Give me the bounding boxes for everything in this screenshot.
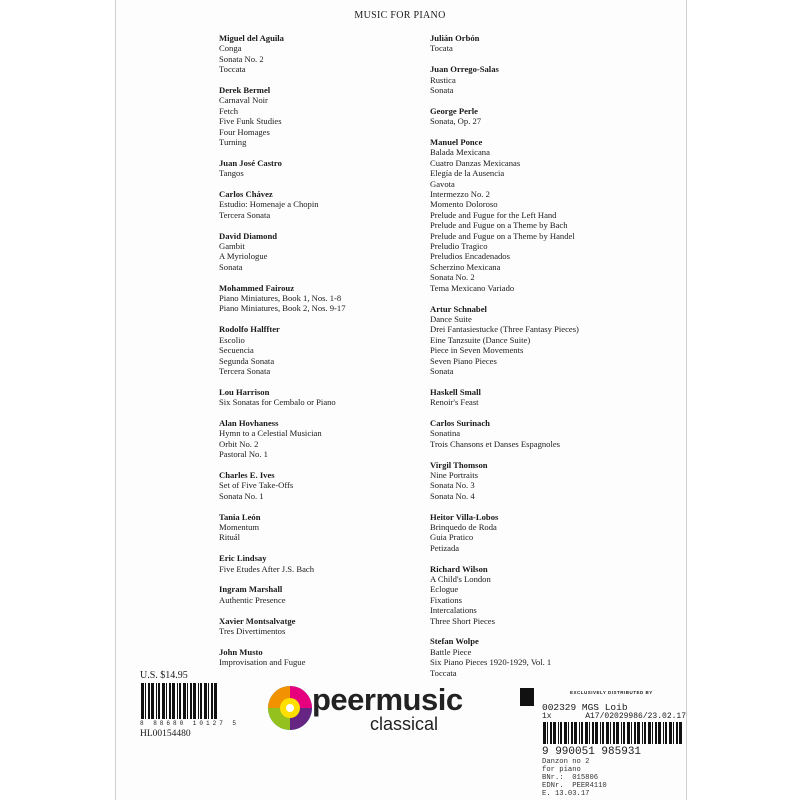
barcode-bar bbox=[610, 722, 611, 744]
work-title: Dance Suite bbox=[430, 313, 472, 324]
barcode-bar bbox=[145, 683, 146, 719]
upc-barcode bbox=[140, 683, 220, 719]
barcode-bar bbox=[616, 722, 619, 744]
composer-name: Ingram Marshall bbox=[219, 584, 283, 595]
barcode-bar bbox=[564, 722, 567, 744]
composer-entry bbox=[430, 64, 700, 95]
composer-entry bbox=[430, 387, 700, 408]
work-title: Rustica bbox=[430, 74, 456, 85]
work-title: Scherzino Mexicana bbox=[430, 261, 501, 272]
distributor-mark-icon bbox=[520, 688, 534, 706]
work-title: Hymn to a Celestial Musician bbox=[219, 428, 322, 439]
composer-entry bbox=[219, 85, 419, 147]
work-title: Piano Miniatures, Book 2, Nos. 9-17 bbox=[219, 303, 346, 314]
composer-name: Artur Schnabel bbox=[430, 303, 487, 314]
work-title: Toccata bbox=[430, 667, 457, 678]
price-label: U.S. $14.95 bbox=[140, 670, 188, 681]
composer-entry bbox=[219, 584, 419, 605]
barcode-bar bbox=[543, 722, 546, 744]
barcode-bar bbox=[673, 722, 674, 744]
work-title: Conga bbox=[219, 43, 242, 54]
barcode-bar bbox=[663, 722, 664, 744]
barcode-bar bbox=[642, 722, 643, 744]
work-title: Renoir's Feast bbox=[430, 397, 479, 408]
barcode-bar bbox=[600, 722, 601, 744]
barcode-bar bbox=[162, 683, 165, 719]
composer-entry bbox=[430, 418, 700, 449]
work-title: Piano Miniatures, Book 1, Nos. 1-8 bbox=[219, 293, 342, 304]
work-title: Seven Piano Pieces bbox=[430, 355, 497, 366]
barcode-bar bbox=[637, 722, 640, 744]
barcode-bar bbox=[589, 722, 590, 744]
work-title: Momentum bbox=[219, 521, 260, 532]
barcode-bar bbox=[579, 722, 580, 744]
work-title: A Myriologue bbox=[219, 251, 268, 262]
sticker-detail: EDNr. PEER4110 bbox=[542, 782, 607, 790]
composer-name: Juan Orrego-Salas bbox=[430, 64, 499, 75]
work-title: Fixations bbox=[430, 594, 462, 605]
sticker-detail: E. 13.03.17 bbox=[542, 790, 590, 798]
barcode-bar bbox=[177, 683, 178, 719]
barcode-bar bbox=[648, 722, 651, 744]
composer-name: Manuel Ponce bbox=[430, 137, 483, 148]
composer-entry bbox=[430, 304, 700, 377]
barcode-bar bbox=[602, 722, 604, 744]
barcode-bar bbox=[621, 722, 622, 744]
composer-name: Eric Lindsay bbox=[219, 553, 267, 564]
composer-entry bbox=[430, 636, 700, 678]
work-title: Five Etudes After J.S. Bach bbox=[219, 563, 314, 574]
composer-entry bbox=[219, 647, 419, 668]
barcode-bar bbox=[560, 722, 562, 744]
work-title: Sonata, Op. 27 bbox=[430, 116, 482, 127]
composer-name: Carlos Chávez bbox=[219, 189, 273, 200]
composer-name: David Diamond bbox=[219, 230, 278, 241]
barcode-bar bbox=[179, 683, 181, 719]
barcode-bar bbox=[553, 722, 556, 744]
work-title: Brinquedo de Roda bbox=[430, 521, 497, 532]
work-title: Four Homages bbox=[219, 126, 270, 137]
barcode-bar bbox=[634, 722, 636, 744]
composer-entry bbox=[219, 158, 419, 179]
work-title: Gavota bbox=[430, 178, 455, 189]
ean-digits: 9 990051 985931 bbox=[542, 746, 642, 758]
composer-entry bbox=[430, 564, 700, 626]
work-title: Petizada bbox=[430, 542, 460, 553]
composer-name: Heitor Villa-Lobos bbox=[430, 511, 499, 522]
distributor-label: EXCLUSIVELY DISTRIBUTED BY bbox=[570, 690, 653, 695]
peermusic-swirl-icon bbox=[266, 678, 316, 738]
barcode-bar bbox=[669, 722, 672, 744]
work-title: Prelude and Fugue on a Theme by Handel bbox=[430, 230, 575, 241]
barcode-bar bbox=[204, 683, 207, 719]
work-title: Set of Five Take-Offs bbox=[219, 480, 294, 491]
barcode-bar bbox=[595, 722, 598, 744]
sticker-order-line: 1x A17/02029986/23.02.17 bbox=[542, 712, 687, 721]
barcode-bar bbox=[214, 683, 217, 719]
upc-digits: 8 88680 10127 5 bbox=[140, 720, 240, 727]
barcode-bar bbox=[658, 722, 661, 744]
barcode-bar bbox=[547, 722, 548, 744]
composer-name: Xavier Montsalvatge bbox=[219, 615, 296, 626]
composer-entry bbox=[219, 616, 419, 637]
barcode-bar bbox=[193, 683, 196, 719]
logo-wordmark: peermusic bbox=[312, 682, 463, 717]
composer-entry bbox=[219, 283, 419, 314]
barcode-bar bbox=[581, 722, 583, 744]
barcode-bar bbox=[198, 683, 199, 719]
work-title: Sonata No. 2 bbox=[219, 53, 264, 64]
composer-name: Carlos Surinach bbox=[430, 417, 490, 428]
work-title: Intercalations bbox=[430, 605, 477, 616]
composer-name: Lou Harrison bbox=[219, 386, 270, 397]
peermusic-logo bbox=[266, 676, 486, 740]
barcode-bar bbox=[208, 683, 209, 719]
work-title: Sonata bbox=[430, 365, 454, 376]
work-title: Tercera Sonata bbox=[219, 365, 271, 376]
work-title: Pastoral No. 1 bbox=[219, 449, 268, 460]
ean-barcode bbox=[542, 722, 682, 744]
composer-entry bbox=[430, 106, 700, 127]
barcode-bar bbox=[169, 683, 171, 719]
work-title: Fetch bbox=[219, 105, 239, 116]
barcode-bar bbox=[623, 722, 625, 744]
work-title: Elegía de la Ausencia bbox=[430, 168, 505, 179]
sticker-detail: Danzon no 2 bbox=[542, 758, 590, 766]
work-title: Sonata bbox=[430, 85, 454, 96]
work-title: Three Short Pieces bbox=[430, 615, 495, 626]
work-title: Momento Doloroso bbox=[430, 199, 498, 210]
work-title: Preludio Tragico bbox=[430, 241, 488, 252]
barcode-bar bbox=[141, 683, 144, 719]
barcode-bar bbox=[148, 683, 150, 719]
composer-name: Alan Hovhaness bbox=[219, 417, 279, 428]
composer-name: Charles E. Ives bbox=[219, 469, 275, 480]
barcode-bar bbox=[571, 722, 573, 744]
work-title: Prelude and Fugue for the Left Hand bbox=[430, 209, 557, 220]
work-title: Tercera Sonata bbox=[219, 209, 271, 220]
composer-name: Stefan Wolpe bbox=[430, 636, 479, 647]
composer-entry bbox=[219, 324, 419, 376]
barcode-bar bbox=[665, 722, 667, 744]
barcode-bar bbox=[183, 683, 186, 719]
composer-name: Miguel del Aguila bbox=[219, 33, 284, 43]
composer-name: Richard Wilson bbox=[430, 563, 488, 574]
work-title: Guia Pratico bbox=[430, 532, 474, 543]
composer-name: Haskell Small bbox=[430, 386, 481, 397]
barcode-bar bbox=[211, 683, 213, 719]
composer-entry bbox=[430, 512, 700, 554]
composer-name: Tania León bbox=[219, 511, 261, 522]
right-composer-column bbox=[430, 33, 700, 688]
composer-name: Mohammed Fairouz bbox=[219, 282, 295, 293]
barcode-bar bbox=[187, 683, 188, 719]
composer-entry bbox=[219, 512, 419, 543]
barcode-bar bbox=[631, 722, 632, 744]
barcode-bar bbox=[592, 722, 594, 744]
composer-entry bbox=[219, 470, 419, 501]
work-title: Sonata No. 1 bbox=[219, 490, 264, 501]
work-title: Tema Mexicano Variado bbox=[430, 282, 515, 293]
work-title: Estudio: Homenaje a Chopin bbox=[219, 199, 319, 210]
work-title: Tres Divertimentos bbox=[219, 625, 286, 636]
barcode-bar bbox=[644, 722, 646, 744]
composer-entry bbox=[219, 418, 419, 460]
composer-entry bbox=[430, 460, 700, 502]
composer-name: Rodolfo Halffter bbox=[219, 324, 280, 335]
barcode-bar bbox=[172, 683, 175, 719]
composer-entry bbox=[219, 189, 419, 220]
price-barcode-block bbox=[140, 670, 239, 739]
work-title: Improvisation and Fugue bbox=[219, 657, 306, 668]
barcode-bar bbox=[613, 722, 615, 744]
composer-name: George Perle bbox=[430, 105, 478, 116]
work-title: Sonata bbox=[219, 261, 243, 272]
barcode-bar bbox=[574, 722, 577, 744]
work-title: Sonata No. 3 bbox=[430, 480, 475, 491]
work-title: Authentic Presence bbox=[219, 594, 286, 605]
work-title: Eclogue bbox=[430, 584, 459, 595]
composer-entry bbox=[219, 231, 419, 273]
work-title: Secuencia bbox=[219, 345, 254, 356]
composer-name: John Musto bbox=[219, 646, 263, 657]
barcode-bar bbox=[568, 722, 569, 744]
barcode-bar bbox=[655, 722, 657, 744]
work-title: Sonata No. 2 bbox=[430, 272, 475, 283]
work-title: Six Piano Pieces 1920-1929, Vol. 1 bbox=[430, 657, 552, 668]
composer-entry bbox=[430, 33, 700, 54]
work-title: Balada Mexicana bbox=[430, 147, 490, 158]
barcode-bar bbox=[151, 683, 154, 719]
work-title: Rituál bbox=[219, 532, 241, 543]
work-title: Five Funk Studies bbox=[219, 116, 282, 127]
barcode-bar bbox=[679, 722, 682, 744]
left-composer-column bbox=[219, 33, 419, 678]
work-title: A Child's London bbox=[430, 573, 491, 584]
barcode-bar bbox=[652, 722, 653, 744]
work-title: Sonata No. 4 bbox=[430, 490, 475, 501]
work-title: Sonatina bbox=[430, 428, 461, 439]
composer-entry bbox=[219, 33, 419, 75]
barcode-bar bbox=[627, 722, 630, 744]
barcode-bar bbox=[558, 722, 559, 744]
work-title: Tocata bbox=[430, 43, 453, 54]
work-title: Escolio bbox=[219, 334, 245, 345]
composer-name: Derek Bermel bbox=[219, 85, 271, 96]
barcode-bar bbox=[550, 722, 552, 744]
logo-subtitle: classical bbox=[370, 714, 439, 734]
work-title: Toccata bbox=[219, 64, 246, 75]
work-title: Trois Chansons et Danses Espagnoles bbox=[430, 438, 561, 449]
composer-entry bbox=[219, 387, 419, 408]
work-title: Carnaval Noir bbox=[219, 95, 268, 106]
barcode-bar bbox=[200, 683, 202, 719]
work-title: Prelude and Fugue on a Theme by Bach bbox=[430, 220, 568, 231]
work-title: Battle Piece bbox=[430, 646, 472, 657]
sticker-detail: for piano bbox=[542, 766, 581, 774]
work-title: Nine Portraits bbox=[430, 469, 478, 480]
catalog-number: HL00154480 bbox=[140, 729, 191, 739]
work-title: Gambit bbox=[219, 241, 245, 252]
composer-entry bbox=[430, 137, 700, 293]
work-title: Tangos bbox=[219, 168, 244, 179]
composer-name: Virgil Thomson bbox=[430, 459, 488, 470]
barcode-bar bbox=[585, 722, 588, 744]
work-title: Eine Tanzsuite (Dance Suite) bbox=[430, 334, 531, 345]
work-title: Piece in Seven Movements bbox=[430, 345, 524, 356]
work-title: Segunda Sonata bbox=[219, 355, 275, 366]
page-title: MUSIC FOR PIANO bbox=[354, 10, 446, 21]
composer-name: Juan José Castro bbox=[219, 157, 282, 168]
composer-entry bbox=[219, 553, 419, 574]
barcode-bar bbox=[190, 683, 192, 719]
work-title: Cuatro Danzas Mexicanas bbox=[430, 157, 521, 168]
barcode-bar bbox=[676, 722, 678, 744]
sticker-detail: BNr.: 015806 bbox=[542, 774, 599, 782]
composer-name: Julián Orbón bbox=[430, 33, 480, 43]
work-title: Turning bbox=[219, 137, 247, 148]
work-title: Drei Fantasiestucke (Three Fantasy Pieces) bbox=[430, 324, 579, 335]
work-title: Six Sonatas for Cembalo or Piano bbox=[219, 397, 336, 408]
work-title: Preludios Encadenados bbox=[430, 251, 510, 262]
barcode-bar bbox=[606, 722, 609, 744]
sticker-code-line: 002329 MGS Loib bbox=[542, 702, 628, 713]
work-title: Intermezzo No. 2 bbox=[430, 189, 490, 200]
barcode-bar bbox=[158, 683, 160, 719]
distributor-sticker bbox=[520, 684, 690, 796]
work-title: Orbit No. 2 bbox=[219, 438, 259, 449]
barcode-bar bbox=[166, 683, 167, 719]
barcode-bar bbox=[156, 683, 157, 719]
